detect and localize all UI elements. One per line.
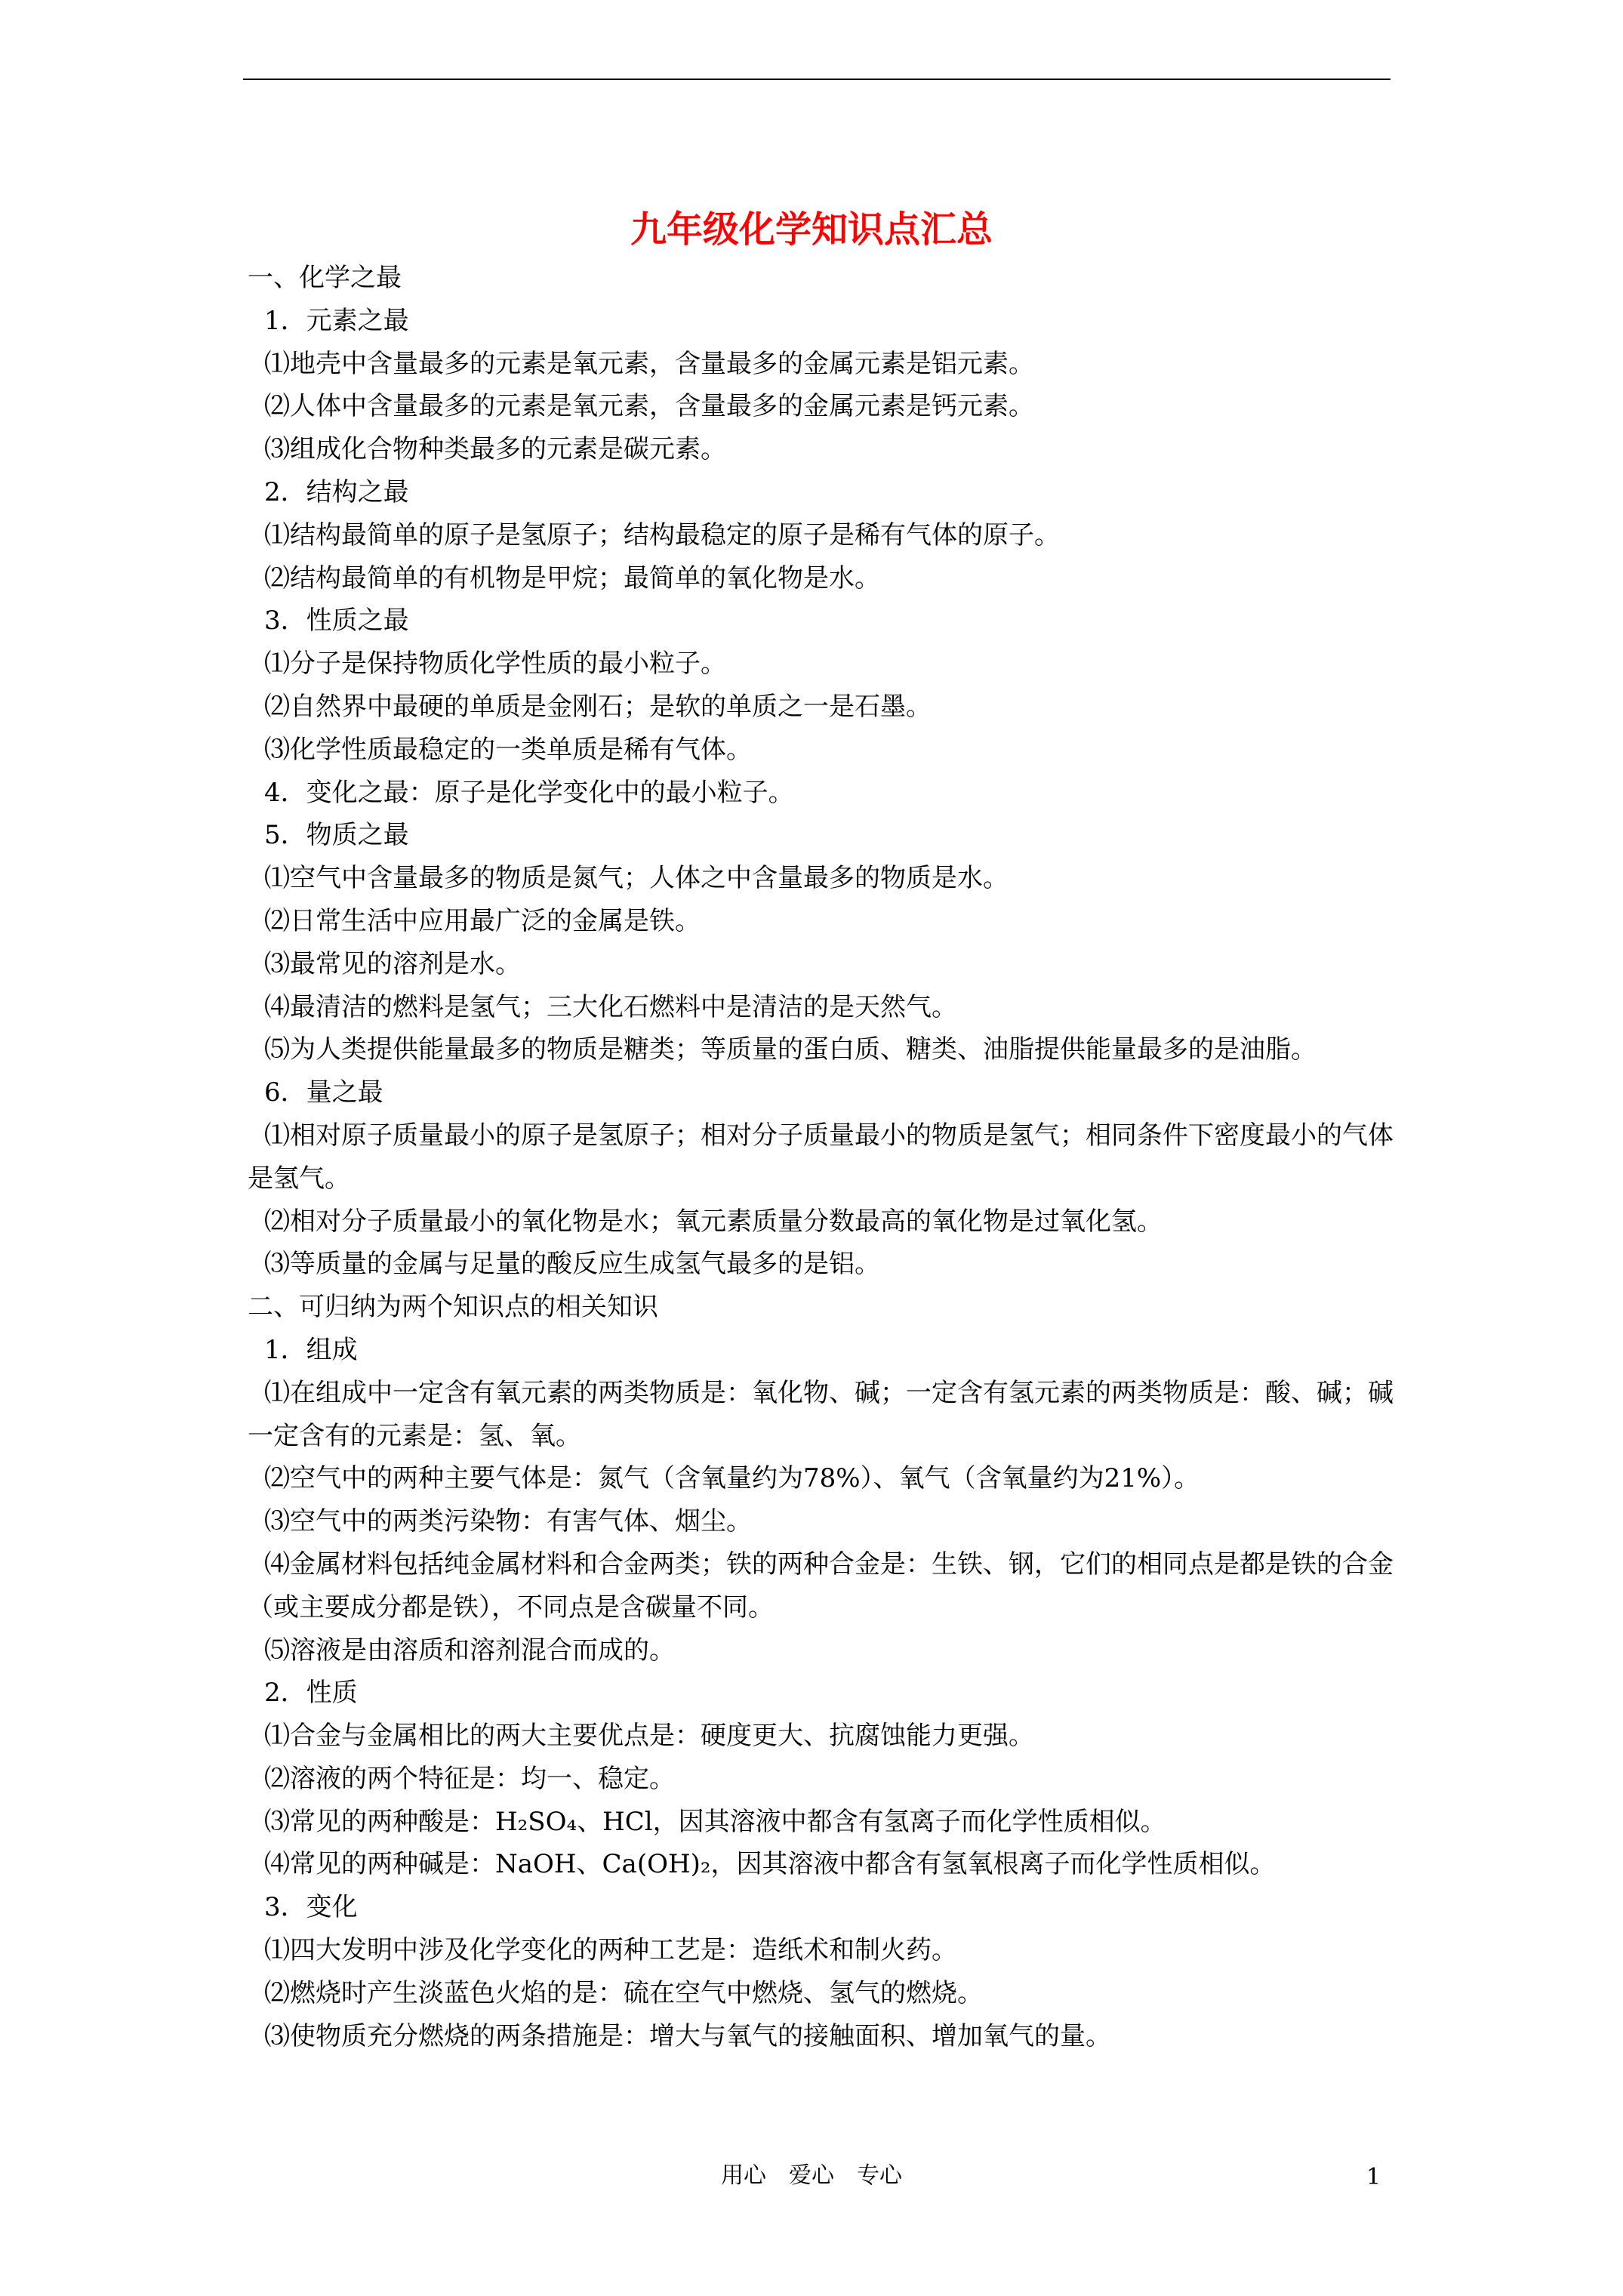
text-line: ⑴地壳中含量最多的元素是氧元素，含量最多的金属元素是铝元素。 <box>264 348 1034 379</box>
text-line: ⑶使物质充分燃烧的两条措施是：增大与氧气的接触面积、增加氧气的量。 <box>264 2020 1111 2051</box>
text-line: ⑵人体中含量最多的元素是氧元素，含量最多的金属元素是钙元素。 <box>264 391 1034 422</box>
text-line: 2．结构之最 <box>264 476 409 507</box>
text-line: ⑷最清洁的燃料是氢气；三大化石燃料中是清洁的是天然气。 <box>264 991 957 1022</box>
text-line: ⑶空气中的两类污染物：有害气体、烟尘。 <box>264 1506 752 1537</box>
text-line: ⑴相对原子质量最小的原子是氢原子；相对分子质量最小的物质是氢气；相同条件下密度最小的气体是氢气。 <box>248 1120 1394 1194</box>
document-title: 九年级化学知识点汇总 <box>630 208 993 251</box>
text-line: ⑵相对分子质量最小的氧化物是水；氧元素质量分数最高的氧化物是过氧化氢。 <box>264 1206 1163 1237</box>
text-line: 4．变化之最：原子是化学变化中的最小粒子。 <box>264 777 794 808</box>
page-number: 1 <box>1366 2164 1381 2190</box>
text-line: ⑷常见的两种碱是：NaOH、Ca(OH)₂，因其溶液中都含有氢氧根离子而化学性质相似。 <box>264 1849 1276 1880</box>
text-line: ⑵空气中的两种主要气体是：氮气（含氧量约为78%）、氧气（含氧量约为21%）。 <box>264 1463 1200 1494</box>
text-line: 6．量之最 <box>264 1077 383 1108</box>
text-line: ⑶最常见的溶剂是水。 <box>264 948 521 979</box>
text-line: ⑴四大发明中涉及化学变化的两种工艺是：造纸术和制火药。 <box>264 1935 957 1966</box>
footer-motto: 用心 爱心 专心 <box>721 2162 902 2189</box>
text-line: ⑶等质量的金属与足量的酸反应生成氢气最多的是铝。 <box>264 1249 880 1280</box>
text-line: ⑴空气中含量最多的物质是氮气；人体之中含量最多的物质是水。 <box>264 863 1009 894</box>
text-line: ⑵自然界中最硬的单质是金刚石；是软的单质之一是石墨。 <box>264 691 932 722</box>
text-line: ⑸为人类提供能量最多的物质是糖类；等质量的蛋白质、糖类、油脂提供能量最多的是油脂。 <box>264 1034 1317 1065</box>
text-line: ⑴在组成中一定含有氧元素的两类物质是：氧化物、碱；一定含有氢元素的两类物质是：酸、碱；碱一定含有的元素是：氢、氧。 <box>248 1377 1394 1451</box>
header-rule <box>243 79 1390 80</box>
text-line: 2．性质 <box>264 1678 358 1709</box>
text-line: 1．元素之最 <box>264 305 409 336</box>
text-line: 1．组成 <box>264 1334 358 1365</box>
text-line: ⑴结构最简单的原子是氢原子；结构最稳定的原子是稀有气体的原子。 <box>264 519 1060 550</box>
text-line: ⑵结构最简单的有机物是甲烷；最简单的氧化物是水。 <box>264 562 880 593</box>
text-line: ⑴合金与金属相比的两大主要优点是：硬度更大、抗腐蚀能力更强。 <box>264 1721 1034 1752</box>
document-body <box>248 257 1395 2057</box>
text-line: ⑶化学性质最稳定的一类单质是稀有气体。 <box>264 734 752 765</box>
text-line: ⑸溶液是由溶质和溶剂混合而成的。 <box>264 1635 675 1666</box>
text-line: ⑵溶液的两个特征是：均一、稳定。 <box>264 1763 675 1794</box>
text-line: ⑴分子是保持物质化学性质的最小粒子。 <box>264 649 726 680</box>
section-heading: 一、化学之最 <box>248 263 402 293</box>
text-line: 3．性质之最 <box>264 606 409 636</box>
text-line: ⑵燃烧时产生淡蓝色火焰的是：硫在空气中燃烧、氢气的燃烧。 <box>264 1977 983 2008</box>
text-line: 5．物质之最 <box>264 820 409 851</box>
text-line: ⑶组成化合物种类最多的元素是碳元素。 <box>264 434 726 465</box>
text-line: ⑶常见的两种酸是：H₂SO₄、HCl，因其溶液中都含有氢离子而化学性质相似。 <box>264 1806 1166 1837</box>
section-heading: 二、可归纳为两个知识点的相关知识 <box>248 1292 658 1323</box>
text-line: ⑷金属材料包括纯金属材料和合金两类；铁的两种合金是：生铁、钢，它们的相同点是都是铁的合金（或主要成分都是铁），不同点是含碳量不同。 <box>248 1549 1394 1623</box>
text-line: ⑵日常生活中应用最广泛的金属是铁。 <box>264 905 701 936</box>
text-line: 3．变化 <box>264 1892 358 1923</box>
